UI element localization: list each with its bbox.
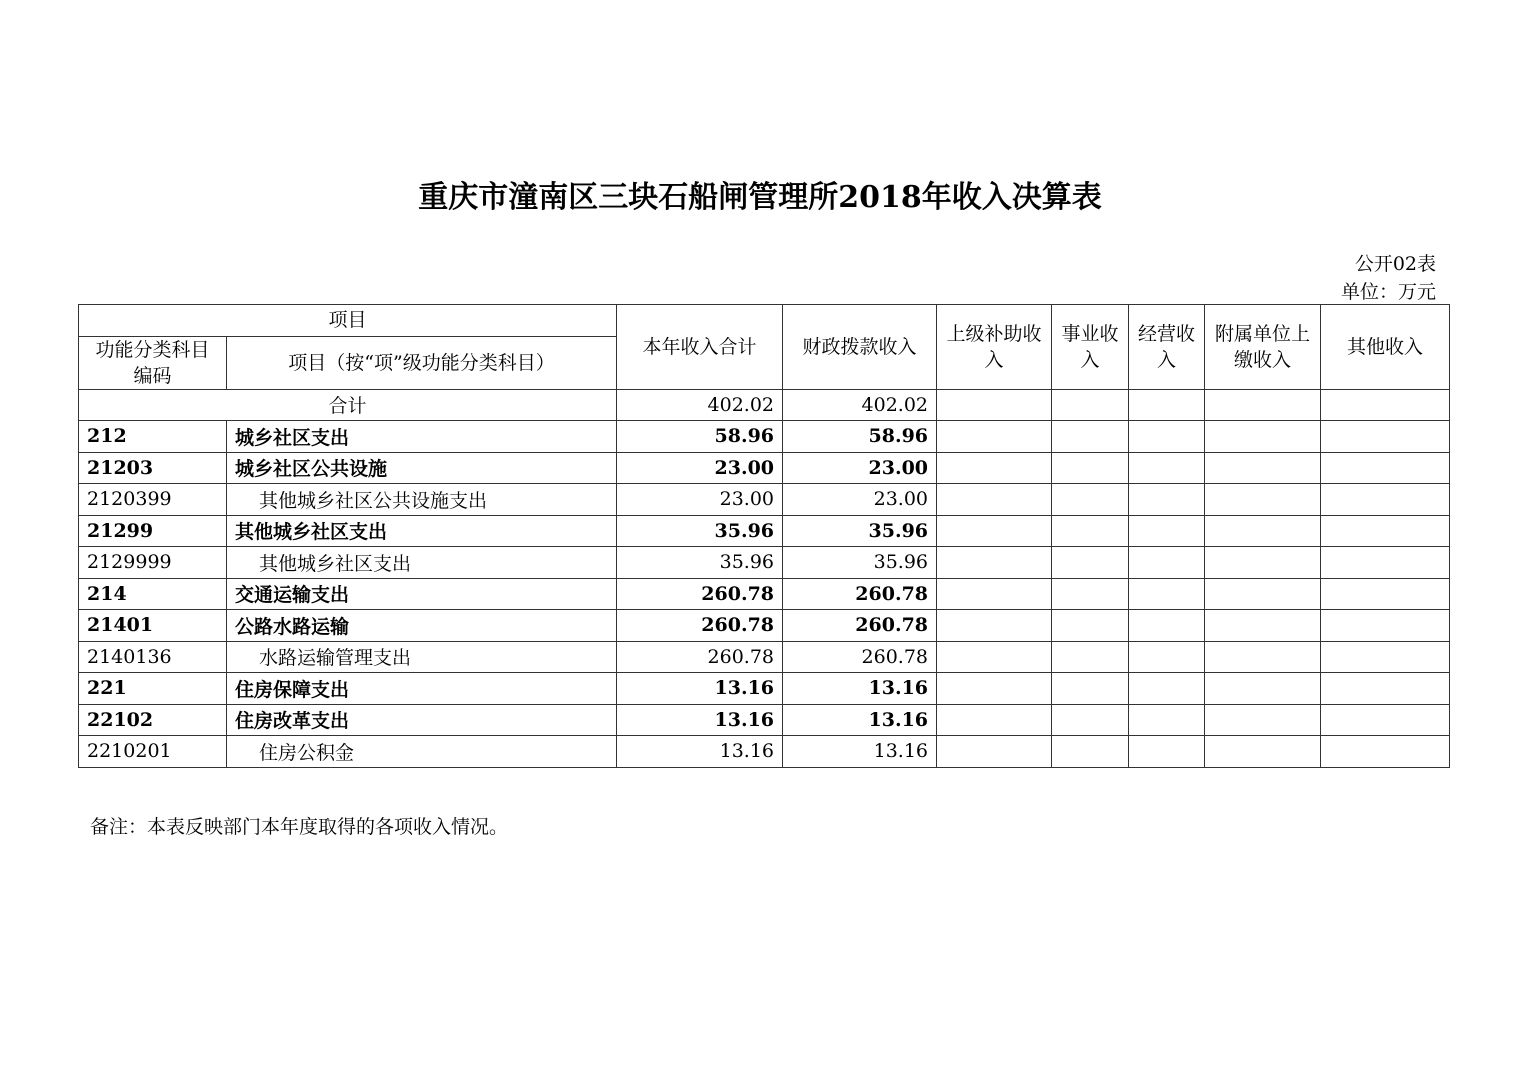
- page-title: 重庆市潼南区三块石船闸管理所2018年收入决算表: [418, 180, 1102, 215]
- table-row: [79, 452, 1450, 484]
- row-total: 23.00: [617, 484, 783, 516]
- row-fiscal: 35.96: [783, 547, 937, 579]
- empty-cell: [1052, 452, 1129, 484]
- row-total: 23.00: [617, 452, 783, 484]
- empty-cell: [1129, 578, 1205, 610]
- empty-cell: [1129, 452, 1205, 484]
- empty-cell: [1129, 515, 1205, 547]
- header-superior: 上级补助收入: [937, 305, 1052, 390]
- empty-cell: [1321, 736, 1450, 768]
- empty-cell: [1321, 578, 1450, 610]
- empty-cell: [1205, 578, 1321, 610]
- row-total: 260.78: [617, 578, 783, 610]
- row-name: 其他城乡社区支出: [227, 515, 617, 547]
- row-fiscal: 260.78: [783, 578, 937, 610]
- row-name: 其他城乡社区支出: [227, 547, 617, 579]
- empty-cell: [1052, 515, 1129, 547]
- empty-cell: [1205, 547, 1321, 579]
- empty-cell: [1205, 484, 1321, 516]
- table-number: 公开02表: [1354, 253, 1436, 275]
- row-total: 35.96: [617, 515, 783, 547]
- row-total: 13.16: [617, 704, 783, 736]
- empty-cell: [1321, 515, 1450, 547]
- table-row: [79, 673, 1450, 705]
- empty-cell: [1052, 389, 1129, 421]
- row-total: 13.16: [617, 736, 783, 768]
- row-name: 住房改革支出: [227, 704, 617, 736]
- empty-cell: [1052, 547, 1129, 579]
- row-total: 58.96: [617, 421, 783, 453]
- empty-cell: [1205, 704, 1321, 736]
- empty-cell: [1129, 610, 1205, 642]
- row-code: 22102: [79, 704, 227, 736]
- empty-cell: [937, 673, 1052, 705]
- header-total: 本年收入合计: [617, 305, 783, 390]
- total-fiscal: 402.02: [783, 389, 937, 421]
- empty-cell: [1321, 704, 1450, 736]
- empty-cell: [1205, 641, 1321, 673]
- row-fiscal: 13.16: [783, 704, 937, 736]
- empty-cell: [1321, 673, 1450, 705]
- empty-cell: [1129, 389, 1205, 421]
- empty-cell: [1129, 547, 1205, 579]
- empty-cell: [1321, 610, 1450, 642]
- table-row: [79, 610, 1450, 642]
- empty-cell: [1052, 641, 1129, 673]
- row-name: 公路水路运输: [227, 610, 617, 642]
- total-row: [79, 389, 1450, 421]
- table-row: [79, 547, 1450, 579]
- empty-cell: [1052, 578, 1129, 610]
- empty-cell: [937, 704, 1052, 736]
- empty-cell: [1205, 421, 1321, 453]
- row-code: 221: [79, 673, 227, 705]
- total-amount: 402.02: [617, 389, 783, 421]
- empty-cell: [937, 578, 1052, 610]
- row-fiscal: 58.96: [783, 421, 937, 453]
- row-name: 住房公积金: [227, 736, 617, 768]
- header-project: 项目: [79, 305, 617, 337]
- empty-cell: [1129, 736, 1205, 768]
- row-name: 其他城乡社区公共设施支出: [227, 484, 617, 516]
- header-operating: 经营收入: [1129, 305, 1205, 390]
- row-fiscal: 35.96: [783, 515, 937, 547]
- row-name: 城乡社区公共设施: [227, 452, 617, 484]
- footnote: 备注：本表反映部门本年度取得的各项收入情况。: [90, 816, 509, 838]
- row-code: 21299: [79, 515, 227, 547]
- row-fiscal: 13.16: [783, 736, 937, 768]
- row-total: 35.96: [617, 547, 783, 579]
- empty-cell: [1129, 484, 1205, 516]
- empty-cell: [937, 389, 1052, 421]
- empty-cell: [937, 515, 1052, 547]
- empty-cell: [937, 421, 1052, 453]
- empty-cell: [1052, 673, 1129, 705]
- empty-cell: [1205, 736, 1321, 768]
- empty-cell: [1052, 610, 1129, 642]
- header-code: 功能分类科目编码: [79, 336, 227, 389]
- row-code: 2129999: [79, 547, 227, 579]
- row-fiscal: 13.16: [783, 673, 937, 705]
- total-label: 合计: [79, 389, 617, 421]
- empty-cell: [1129, 641, 1205, 673]
- table-row: [79, 704, 1450, 736]
- header-fiscal: 财政拨款收入: [783, 305, 937, 390]
- row-fiscal: 260.78: [783, 641, 937, 673]
- row-code: 2120399: [79, 484, 227, 516]
- empty-cell: [1321, 389, 1450, 421]
- empty-cell: [1129, 421, 1205, 453]
- row-name: 住房保障支出: [227, 673, 617, 705]
- income-table: [78, 304, 1450, 768]
- empty-cell: [1205, 515, 1321, 547]
- table-row: [79, 641, 1450, 673]
- row-fiscal: 260.78: [783, 610, 937, 642]
- empty-cell: [1205, 389, 1321, 421]
- row-total: 260.78: [617, 610, 783, 642]
- empty-cell: [1052, 421, 1129, 453]
- table-row: [79, 484, 1450, 516]
- header-affiliated: 附属单位上缴收入: [1205, 305, 1321, 390]
- empty-cell: [1129, 704, 1205, 736]
- empty-cell: [937, 641, 1052, 673]
- empty-cell: [937, 484, 1052, 516]
- header-name: 项目（按“项”级功能分类科目）: [227, 336, 617, 389]
- empty-cell: [1052, 484, 1129, 516]
- empty-cell: [1321, 452, 1450, 484]
- row-fiscal: 23.00: [783, 484, 937, 516]
- row-name: 水路运输管理支出: [227, 641, 617, 673]
- header-business: 事业收入: [1052, 305, 1129, 390]
- row-total: 13.16: [617, 673, 783, 705]
- empty-cell: [1321, 641, 1450, 673]
- empty-cell: [937, 547, 1052, 579]
- table-row: [79, 515, 1450, 547]
- table-row: [79, 578, 1450, 610]
- empty-cell: [1052, 704, 1129, 736]
- row-code: 2210201: [79, 736, 227, 768]
- empty-cell: [1205, 610, 1321, 642]
- row-name: 交通运输支出: [227, 578, 617, 610]
- empty-cell: [937, 736, 1052, 768]
- table-row: [79, 736, 1450, 768]
- empty-cell: [1205, 673, 1321, 705]
- empty-cell: [1052, 736, 1129, 768]
- empty-cell: [1321, 547, 1450, 579]
- row-code: 21203: [79, 452, 227, 484]
- empty-cell: [1129, 673, 1205, 705]
- row-code: 21401: [79, 610, 227, 642]
- table-row: [79, 421, 1450, 453]
- empty-cell: [937, 610, 1052, 642]
- empty-cell: [1205, 452, 1321, 484]
- empty-cell: [937, 452, 1052, 484]
- row-code: 214: [79, 578, 227, 610]
- unit-label: 单位：万元: [1340, 281, 1436, 303]
- empty-cell: [1321, 421, 1450, 453]
- row-total: 260.78: [617, 641, 783, 673]
- empty-cell: [1321, 484, 1450, 516]
- header-other: 其他收入: [1321, 305, 1450, 390]
- row-code: 212: [79, 421, 227, 453]
- row-fiscal: 23.00: [783, 452, 937, 484]
- row-code: 2140136: [79, 641, 227, 673]
- row-name: 城乡社区支出: [227, 421, 617, 453]
